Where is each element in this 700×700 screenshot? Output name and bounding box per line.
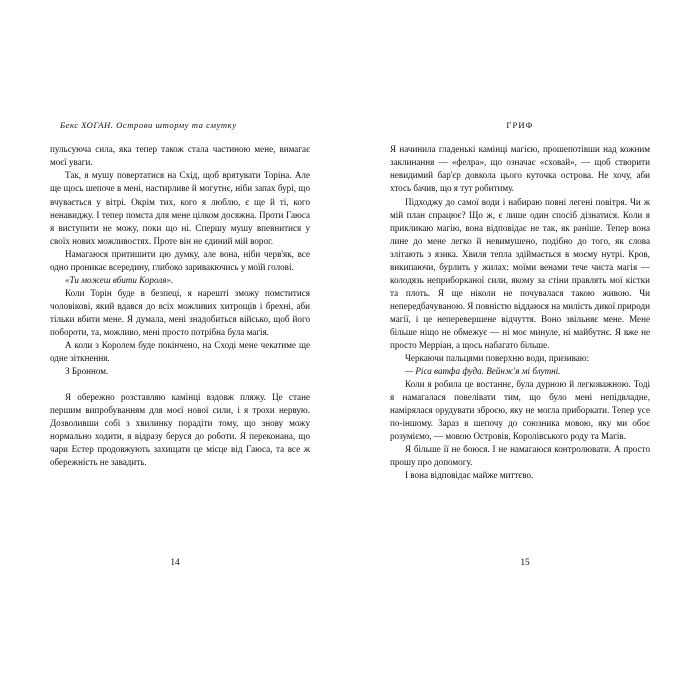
paragraph: Я більше її не боюся. І не намагаюся контролювати. А просто прошу про допомогу. bbox=[390, 444, 650, 468]
paragraph: А коли з Королем буде покінчено, на Сході мене чекатиме ще одне зіткнення. bbox=[50, 340, 310, 364]
paragraph: Я начинила гладенькі камінці магією, прошепотівши над кожним заклинання — «фелра», що означає «сховай», — щоб створити невидимий бар'єр довкола цього куточка острова. Не хочу, аби хтось бачив, що я тут робитиму. bbox=[390, 144, 650, 194]
paragraph: Черкаючи пальцями поверхню води, призиваю: bbox=[405, 353, 590, 364]
paragraph: Підходжу до самої води і набираю повні легені повітря. Чи ж мій план спрацює? Що ж, є лише один спосіб дізнатися. Коли я прикликаю магію, вона відповідає не так, як раніше. Тепер вона лине до мене легко й невимушено, подібно до того, як слова злітають з язика. Хвиля тепла здіймається в моєму нутрі. Кров, википаючи, бурлить у жилах: моїми венами тече чиста магія — колодязь неприборканої сили, якому за стіни правлять мої кістки та плоть. Я ще ніколи не почувалася такою живою. Чи непередбачуваною. Я повністю віддаюся на милість дикої природи магії, і це неперевершене відчуття. Воно звільняє мене. Мене більше ніщо не обмежує — ні моє минуле, ні майбутнє. Я вже не просто Мерріан, а щось набагато більше. bbox=[390, 196, 650, 351]
right-page-body bbox=[390, 143, 650, 482]
paragraph: Намагаюся притишити цю думку, але вона, ніби черв'як, все одно проникає всередину, глибоко заривакючись у моїй голові. bbox=[50, 248, 310, 272]
right-page bbox=[350, 0, 700, 700]
right-running-head: ГРИФ bbox=[506, 120, 534, 130]
right-page-text-block bbox=[350, 120, 700, 700]
left-running-head: Бекс ХОГАН. Острови шторму та смутку bbox=[60, 120, 237, 130]
paragraph: пульсуюча сила, яка тепер також стала частиною мене, вимагає моєї уваги. bbox=[50, 144, 310, 168]
paragraph: Я обережно розставляю камінці вздовж пляжу. Це стане першим випробуванням для моєї нової сили, і я трохи нервую. Дозволивши собі з хвилинку порадіти тому, що знову можу нормально ходити, я відразу беруся до роботи. Я переконана, що чари Естер продовжують захищати це місце від Гаюса, та все ж обережність не завадить. bbox=[50, 392, 310, 468]
paragraph: З Бронном. bbox=[65, 366, 109, 377]
paragraph: Так, я мушу повертатися на Схід, щоб врятувати Торіна. Але ще щось шепоче в мені, настирливе й могутнє, ніби запах бурі, що вчувається у вітрі. Окрім тих, кого я люблю, є ще й ті, кого ненавиджу. І тепер помста для мене цілком досяжна. Проти Гаюса я виступити не можу, поки що ні. Спершу мушу впевнитися у своїх нових можливостях. Проте він не єдиний мій ворог. bbox=[50, 170, 310, 246]
paragraph-italic: «Ти можеш вбити Короля». bbox=[65, 274, 174, 285]
paragraph-italic: — Ріса ватфа фуда. Вейнж'я мі блутні. bbox=[405, 366, 561, 377]
right-page-number: 15 bbox=[520, 557, 530, 568]
left-page-body bbox=[50, 143, 310, 469]
left-page-number: 14 bbox=[170, 557, 180, 568]
paragraph: Коли Торін буде в безпеці, я нарешті зможу помститися чоловікові, який вдався до всіх можливих хитрощів і брехні, аби тільки вбити мене. Я думала, мені знадобиться військо, щоб його побороти, та, можливо, мені просто потрібна була магія. bbox=[50, 287, 310, 337]
paragraph: І вона відповідає майже миттєво. bbox=[405, 470, 534, 481]
left-page-text-block bbox=[0, 120, 350, 700]
paragraph: Коли я робила це востаннє, була дурною й легковажною. Тоді я намагалася повелівати тим, що було мені непідвладне, намірялася орудувати зброєю, яку не могла приборкати. Тепер усе по-іншому. Зараз я шепочу до союзника мовою, яку ми обоє розуміємо, — мовою Островів, Королівського роду та Магів. bbox=[390, 379, 650, 442]
